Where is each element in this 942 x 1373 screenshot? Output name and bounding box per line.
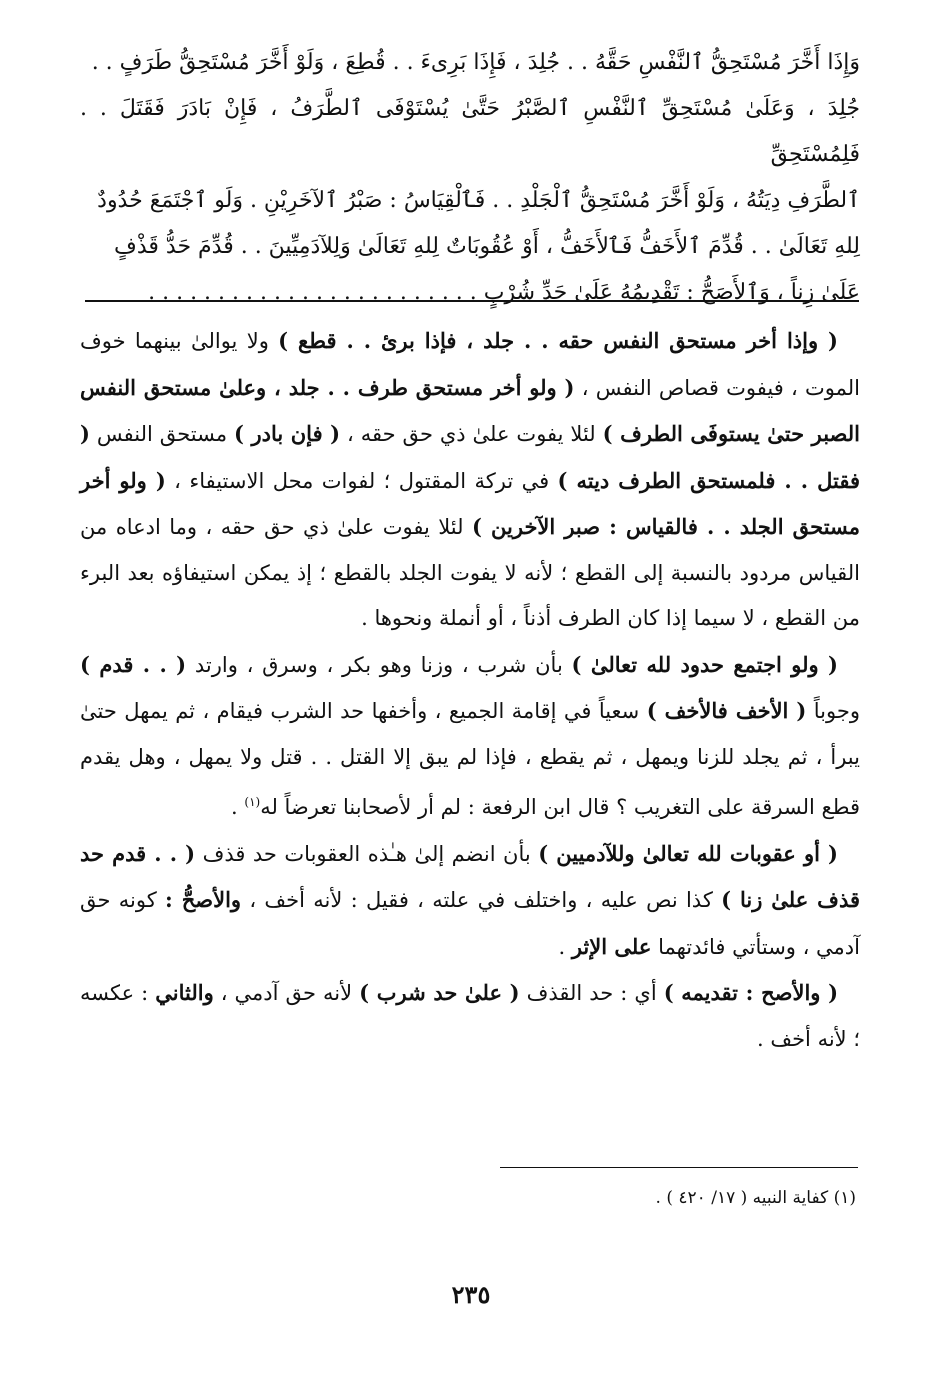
matn-quote: ( والأصح : تقديمه ) bbox=[663, 980, 839, 1005]
footnote: (١) كفاية النبيه ( ١٧/ ٤٢٠ ) . bbox=[655, 1188, 856, 1208]
commentary-text: لئلا يفوت علىٰ ذي حق حقه ، وما ادعاه من القياس مردود بالنسبة إلى القطع ؛ لأنه لا يفوت الجلد بالقطع ؛ إذ يمكن استيفاؤه بعد البرء من القطع ، لا سيما إذا كان الطرف أذناً ، أو أنملة ونحوها . bbox=[80, 515, 860, 630]
matn-quote: ( أو عقوبات لله تعالىٰ وللآدميين ) bbox=[538, 840, 838, 866]
commentary-text: مستحق النفس bbox=[89, 422, 235, 446]
commentary-text: وجوباً bbox=[806, 699, 860, 723]
matn-block bbox=[80, 40, 860, 316]
matn-quote: ( فإن بادر ) bbox=[234, 421, 341, 446]
matn-line: عَلَىٰ زِناً ، وَٱلأَصَحُّ : تَقْدِيمُهُ عَلَىٰ حَدِّ شُرْبٍ . . . . . . . . . . . . . . . . . . . . . . . . bbox=[148, 280, 860, 305]
footnote-separator bbox=[500, 1167, 858, 1168]
commentary-block bbox=[80, 318, 860, 1062]
commentary-paragraph bbox=[80, 970, 860, 1062]
commentary-text: . bbox=[231, 795, 245, 819]
matn-line: وَإِذَا أَخَّرَ مُسْتَحِقُّ ٱلنَّفْسِ حَقَّهُ . . جُلِدَ ، فَإِذَا بَرِىءَ . . قُطِعَ ، وَلَوْ أَخَّرَ مُسْتَحِقُّ طَرَفٍ . . bbox=[91, 50, 860, 75]
matn-quote: والثاني bbox=[155, 980, 214, 1005]
commentary-paragraph bbox=[80, 642, 860, 831]
commentary-text: كذا نص عليه ، واختلف في علته ، فقيل : لأنه أخف ، bbox=[241, 888, 722, 912]
matn-quote: ( . . قدم ) bbox=[80, 651, 187, 677]
matn-line: لِلهِ تَعَالَىٰ . . قُدِّمَ ٱلأَخَفُّ فَٱلأَخَفُّ ، أَوْ عُقُوبَاتٌ لِلهِ تَعَالَىٰ وَلِلآدَمِيِّينَ . . قُدِّمَ حَدُّ قَذْفٍ bbox=[114, 234, 860, 259]
matn-quote: على الإثر bbox=[571, 933, 652, 959]
matn-quote: ( الأخف فالأخف ) bbox=[646, 698, 807, 723]
matn-line: ٱلطَّرَفِ دِيَتُهُ ، وَلَوْ أَخَّرَ مُسْتَحِقُّ ٱلْجَلْدِ . . فَٱلْقِيَاسُ : صَبْرُ ٱلآخَرِيْنِ . وَلَو ٱجْتَمَعَ حُدُودٌ bbox=[97, 188, 860, 213]
commentary-text: . bbox=[558, 934, 572, 959]
commentary-text: بأن شرب ، وزنا وهو بكر ، وسرق ، وارتد bbox=[186, 652, 572, 677]
commentary-text: كونه حق آدمي ، وستأتي فائدتهما bbox=[80, 888, 860, 959]
commentary-paragraph bbox=[80, 318, 860, 642]
commentary-text: سعياً في إقامة الجميع ، وأخفها حد الشرب فيقام ، ثم يمهل حتىٰ يبرأ ، ثم يجلد للزنا ويمهل ، ثم يقطع ، فإذا لم يبق إلا القتل . . قتل ولا يمهل ، وهل يقدم قطع السرقة على التغريب ؟ قال ابن الرفعة : لم أر لأصحابنا تعرضاً له bbox=[80, 699, 860, 819]
page-number: ٢٣٥ bbox=[451, 1280, 491, 1309]
footnote-marker: (١) bbox=[244, 795, 261, 809]
matn-quote: ( ولو اجتمع حدود لله تعالىٰ ) bbox=[571, 651, 838, 677]
matn-quote: ( ولو أخر مستحق الجلد . . فالقياس : صبر الآخرين ) bbox=[80, 467, 861, 539]
matn-quote: والأصحُّ : bbox=[165, 887, 242, 912]
matn-quote: ( وإذا أخر مستحق النفس حقه . . جلد ، فإذا برئ . . قطع ) bbox=[278, 328, 838, 353]
commentary-text: في تركة المقتول ؛ لفوات محل الاستيفاء ، bbox=[165, 468, 558, 493]
commentary-text: أي : حد القذف bbox=[519, 981, 664, 1005]
matn-line: جُلِدَ ، وَعَلَىٰ مُسْتَحِقِّ ٱلنَّفْسِ ٱلصَّبْرُ حَتَّىٰ يُسْتَوْفَى ٱلطَّرَفُ ، فَإِنْ بَادَرَ فَقَتَلَ . . فَلِمُسْتَحِقِّ bbox=[80, 96, 860, 167]
matn-quote: ( علىٰ حد شرب ) bbox=[359, 980, 520, 1005]
matn-quote: ( فقتل . . فلمستحق الطرف ديته ) bbox=[80, 421, 860, 493]
matn-text bbox=[80, 40, 860, 316]
matn-quote: ( . . قدم حد قذف علىٰ زنا ) bbox=[80, 840, 861, 912]
separator-line bbox=[85, 300, 859, 302]
commentary-paragraph bbox=[80, 831, 860, 971]
matn-quote: ( ولو أخر مستحق طرف . . جلد ، وعلىٰ مستحق النفس الصبر حتىٰ يستوفَى الطرف ) bbox=[80, 374, 860, 446]
commentary-text: لئلا يفوت علىٰ ذي حق حقه ، bbox=[340, 422, 603, 446]
commentary-text: ولا يوالىٰ بينهما خوف الموت ، فيفوت قصاص النفس ، bbox=[80, 329, 860, 400]
commentary-text: : عكسه ؛ لأنه أخف . bbox=[80, 981, 860, 1051]
commentary-text: لأنه حق آدمي ، bbox=[213, 981, 360, 1005]
commentary-text: بأن انضم إلىٰ هـٰذه العقوبات حد قذف bbox=[195, 841, 539, 866]
